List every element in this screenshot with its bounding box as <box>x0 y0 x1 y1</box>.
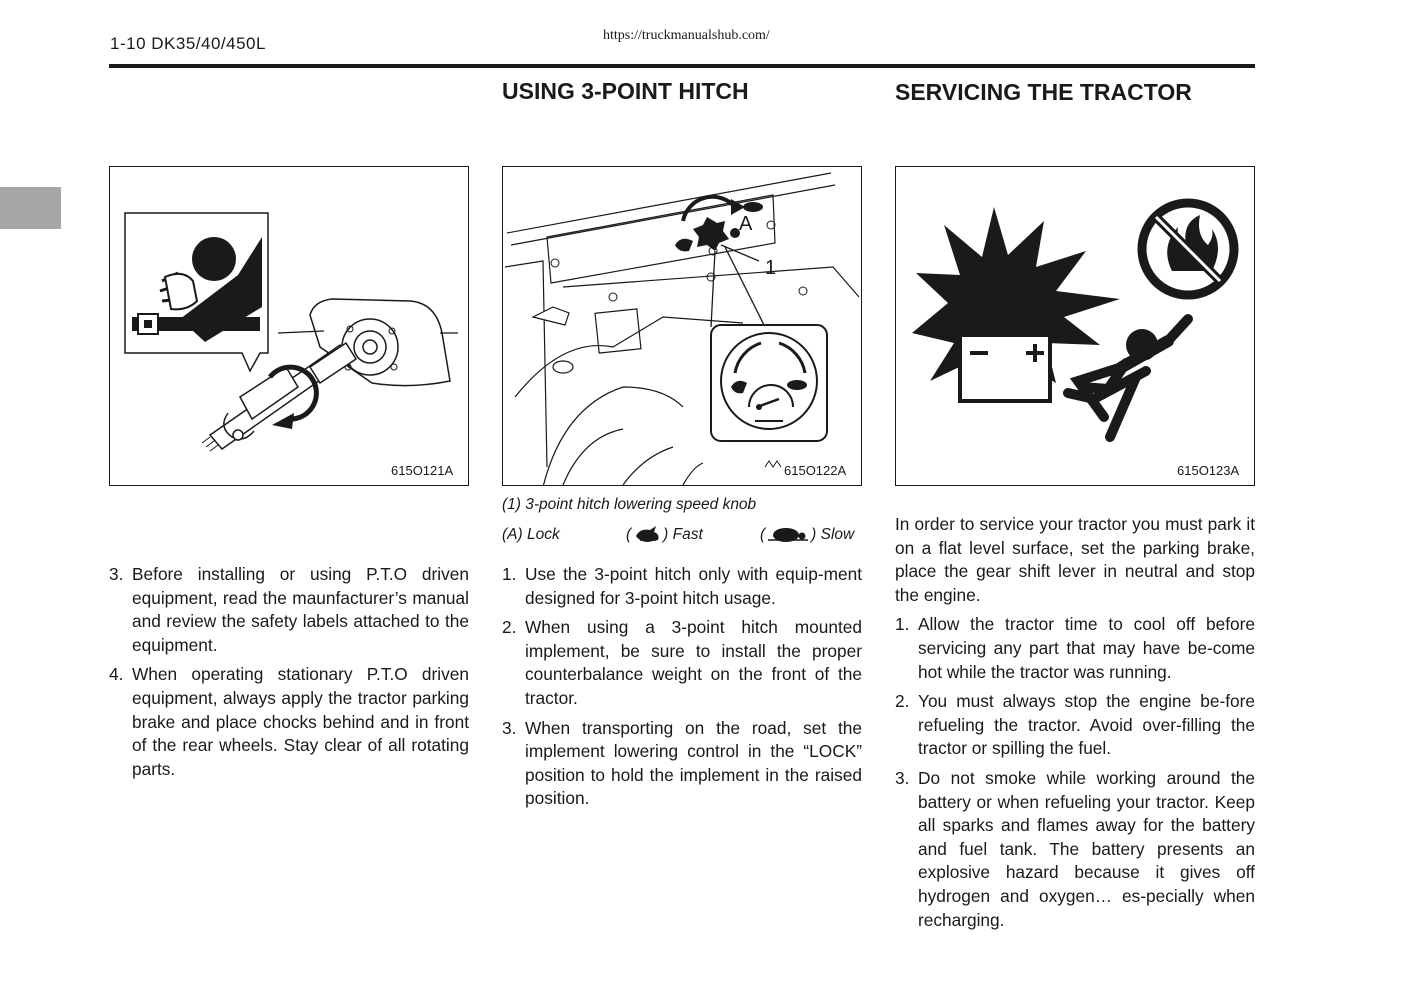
legend-slow-open: ( <box>760 526 766 543</box>
legend-slow <box>760 526 854 544</box>
item-text: Use the 3-point hitch only with equip-ment designed for 3-point hitch usage. <box>525 564 862 608</box>
service-section-title: SERVICING THE TRACTOR <box>895 79 1192 105</box>
turtle-icon <box>766 526 810 544</box>
page-number: 1-10 DK35/40/450L <box>110 34 266 53</box>
list-item <box>502 717 862 811</box>
service-figure <box>895 166 1255 486</box>
source-url[interactable]: https://truckmanualshub.com/ <box>603 28 770 43</box>
hitch-caption: (1) 3-point hitch lowering speed knob <box>502 496 757 513</box>
hitch-figure <box>502 166 862 486</box>
label-1: 1 <box>765 257 777 279</box>
list-item <box>502 563 862 610</box>
hitch-section-title: USING 3-POINT HITCH <box>502 78 749 104</box>
item-text: You must always stop the engine be-fore refueling the tractor. Avoid over-filling the tractor or spilling the fuel. <box>918 691 1255 759</box>
figure-id: 615O122A <box>784 463 847 478</box>
list-item <box>895 613 1255 684</box>
item-text: When using a 3-point hitch mounted implement, be sure to install the proper counterbalance weight on the front of the tractor. <box>525 617 862 708</box>
hitch-illustration <box>503 167 862 486</box>
item-text: When transporting on the road, set the implement lowering control in the “LOCK” position to hold the implement in the raised position. <box>525 717 862 809</box>
legend-fast-text: ) Fast <box>663 526 703 543</box>
item-number: 1. <box>895 614 910 635</box>
item-number: 4. <box>109 664 124 685</box>
item-text: Before installing or using P.T.O driven equipment, read the maunfacturer’s manual and review the safety labels attached to the equipment. <box>132 564 469 655</box>
service-illustration <box>896 167 1255 486</box>
pto-safety-list <box>109 563 469 787</box>
item-number: 3. <box>895 767 910 788</box>
hitch-usage-list <box>502 563 862 817</box>
figure-id: 615O121A <box>391 463 454 478</box>
item-number: 3. <box>502 717 517 738</box>
header-rule <box>109 64 1255 68</box>
chapter-tab <box>0 187 61 229</box>
legend-fast <box>626 526 703 544</box>
legend-fast-open: ( <box>626 526 632 543</box>
list-item <box>895 690 1255 761</box>
legend-slow-text: ) Slow <box>811 526 855 543</box>
item-text: When operating stationary P.T.O driven equipment, always apply the tractor parking brake and place chocks behind and in front of the rear wheels. Stay clear of all rotating parts. <box>132 664 469 779</box>
item-number: 2. <box>502 617 517 638</box>
list-item <box>502 616 862 710</box>
item-text: Allow the tractor time to cool off before servicing any part that may have be-come hot while the tractor was running. <box>918 614 1255 682</box>
service-intro: In order to service your tractor you must park it on a flat level surface, set the parking brake, place the gear shift lever in neutral and stop the engine. <box>895 514 1255 605</box>
pto-figure <box>109 166 469 486</box>
list-item <box>109 663 469 781</box>
item-number: 2. <box>895 691 910 712</box>
rabbit-icon <box>632 526 662 544</box>
item-number: 1. <box>502 564 517 584</box>
legend-lock-text: (A) Lock <box>502 526 560 543</box>
service-section-body <box>895 513 1255 938</box>
figure-id: 615O123A <box>1177 463 1240 478</box>
legend-lock <box>502 526 560 544</box>
pto-illustration <box>110 167 469 486</box>
list-item <box>895 767 1255 932</box>
item-number: 3. <box>109 564 124 584</box>
item-text: Do not smoke while working around the battery or when refueling your tractor. Keep all sparks and flames away for the battery and fuel tank. The battery presents an explosive hazard because it gives off hydrogen and oxygen… es-pecially when recharging. <box>918 767 1255 930</box>
label-a: A <box>739 213 753 235</box>
list-item <box>109 563 469 657</box>
